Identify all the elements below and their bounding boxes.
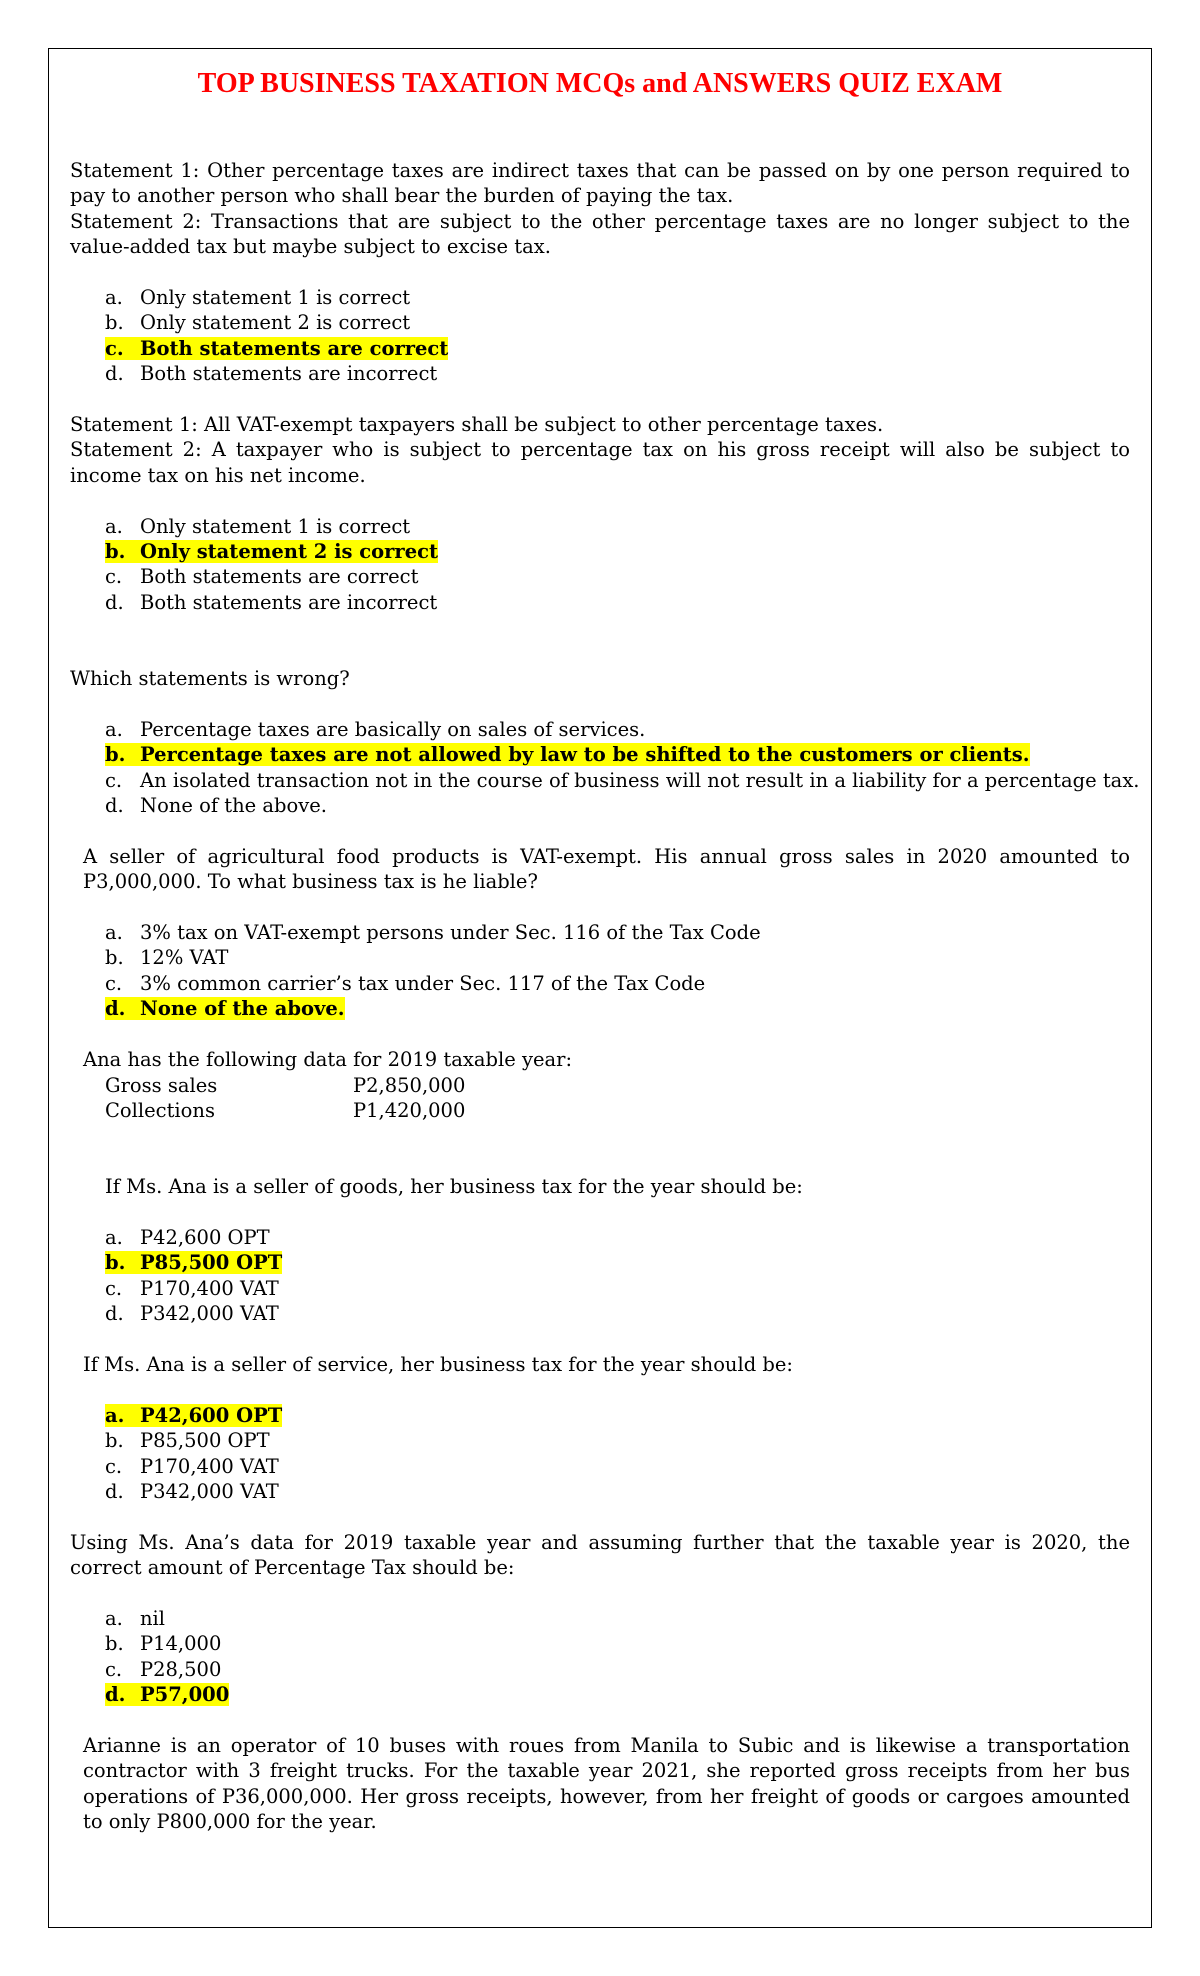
option-d: d. P342,000 VAT: [105, 1479, 279, 1503]
question-7: [70, 1530, 1130, 1708]
option-c-correct: c. Both statements are correct: [105, 336, 449, 360]
option-b-correct: b. Percentage taxes are not allowed by law to be shifted to the customers or clients.: [105, 743, 1030, 767]
option-d-correct: d. P57,000: [105, 1683, 230, 1707]
closing-paragraph: Arianne is an operator of 10 buses with roues from Manila to Subic and is likewise a transportation contractor with 3 freight trucks. For the taxable year 2021, she reported gross receipts from her bus operations of P36,000,000. Her gross receipts, however, from her freight of goods or cargoes amounted to only P800,000 for the year.: [83, 1733, 1130, 1834]
data-value: P2,850,000: [353, 1073, 466, 1097]
answer-options: [70, 920, 1130, 1022]
ana-data-block: [70, 1047, 1130, 1123]
answer-options: [70, 717, 1140, 819]
page-title: TOP BUSINESS TAXATION MCQs and ANSWERS QUIZ EXAM: [197, 68, 1003, 99]
document-body: [70, 158, 1140, 1835]
option-d: d. Both statements are incorrect: [105, 590, 438, 614]
option-d-correct: d. None of the above.: [105, 997, 345, 1021]
answer-options: [70, 285, 1130, 387]
option-b: b. P14,000: [105, 1632, 222, 1656]
option-a: a. nil: [105, 1606, 166, 1630]
question-3: [70, 666, 1140, 818]
option-c: c. P28,500: [105, 1657, 222, 1681]
question-stem: If Ms. Ana is a seller of goods, her business tax for the year should be:: [105, 1175, 803, 1199]
option-d: d. Both statements are incorrect: [105, 362, 438, 386]
question-stem: Statement 2: A taxpayer who is subject to percentage tax on his gross receipt will also be subject to income tax on his net income.: [70, 438, 1130, 487]
question-1: [70, 158, 1130, 387]
option-c: c. P170,400 VAT: [105, 1276, 279, 1300]
option-d: d. P342,000 VAT: [105, 1302, 279, 1326]
question-stem: Using Ms. Ana’s data for 2019 taxable year and assuming further that the taxable year is 2020, the correct amount of Percentage Tax should be:: [70, 1530, 1130, 1580]
question-4: [70, 844, 1130, 1022]
answer-options: [70, 1403, 1130, 1505]
ana-data-table: [105, 1073, 465, 1124]
question-stem: Which statements is wrong?: [70, 667, 350, 691]
data-row: [105, 1098, 465, 1123]
data-label: Collections: [105, 1098, 215, 1122]
question-stem: Statement 1: Other percentage taxes are indirect taxes that can be passed on by one person required to pay to another person who shall bear the burden of paying the tax.: [70, 159, 1130, 208]
option-b: b. P85,500 OPT: [105, 1429, 270, 1453]
option-d: d. None of the above.: [105, 794, 327, 818]
question-stem: If Ms. Ana is a seller of service, her business tax for the year should be:: [83, 1352, 793, 1376]
option-a: a. Only statement 1 is correct: [105, 286, 411, 310]
question-stem: A seller of agricultural food products is VAT-exempt. His annual gross sales in 2020 amounted to P3,000,000. To what business tax is he liable?: [83, 844, 1130, 894]
question-2: [70, 412, 1130, 615]
data-value: P1,420,000: [353, 1098, 466, 1122]
option-c: c. Both statements are correct: [105, 565, 419, 589]
option-a: a. P42,600 OPT: [105, 1225, 270, 1249]
question-stem: Statement 1: All VAT-exempt taxpayers shall be subject to other percentage taxes.: [70, 413, 884, 437]
answer-options: [70, 1606, 1130, 1708]
option-a: a. Percentage taxes are basically on sales of services.: [105, 717, 646, 741]
option-c: c. 3% common carrier’s tax under Sec. 117 of the Tax Code: [105, 971, 706, 995]
option-a: a. 3% tax on VAT-exempt persons under Sec. 116 of the Tax Code: [105, 921, 761, 945]
data-row: [105, 1073, 465, 1098]
option-b: b. Only statement 2 is correct: [105, 311, 411, 335]
data-label: Gross sales: [105, 1073, 218, 1097]
option-a: a. Only statement 1 is correct: [105, 514, 411, 538]
data-intro: Ana has the following data for 2019 taxable year:: [83, 1048, 573, 1072]
option-a-correct: a. P42,600 OPT: [105, 1403, 283, 1427]
option-c: c. An isolated transaction not in the course of business will not result in a liability for a percentage tax.: [105, 768, 1140, 792]
question-5: [70, 1174, 1130, 1326]
answer-options: [70, 1225, 1130, 1327]
option-b-correct: b. P85,500 OPT: [105, 1251, 283, 1275]
question-stem: Statement 2: Transactions that are subject to the other percentage taxes are no longer subject to the value-added tax but maybe subject to excise tax.: [70, 209, 1130, 259]
option-b-correct: b. Only statement 2 is correct: [105, 540, 438, 564]
option-c: c. P170,400 VAT: [105, 1454, 279, 1478]
option-b: b. 12% VAT: [105, 946, 229, 970]
question-6: [70, 1352, 1130, 1504]
answer-options: [70, 514, 1130, 616]
